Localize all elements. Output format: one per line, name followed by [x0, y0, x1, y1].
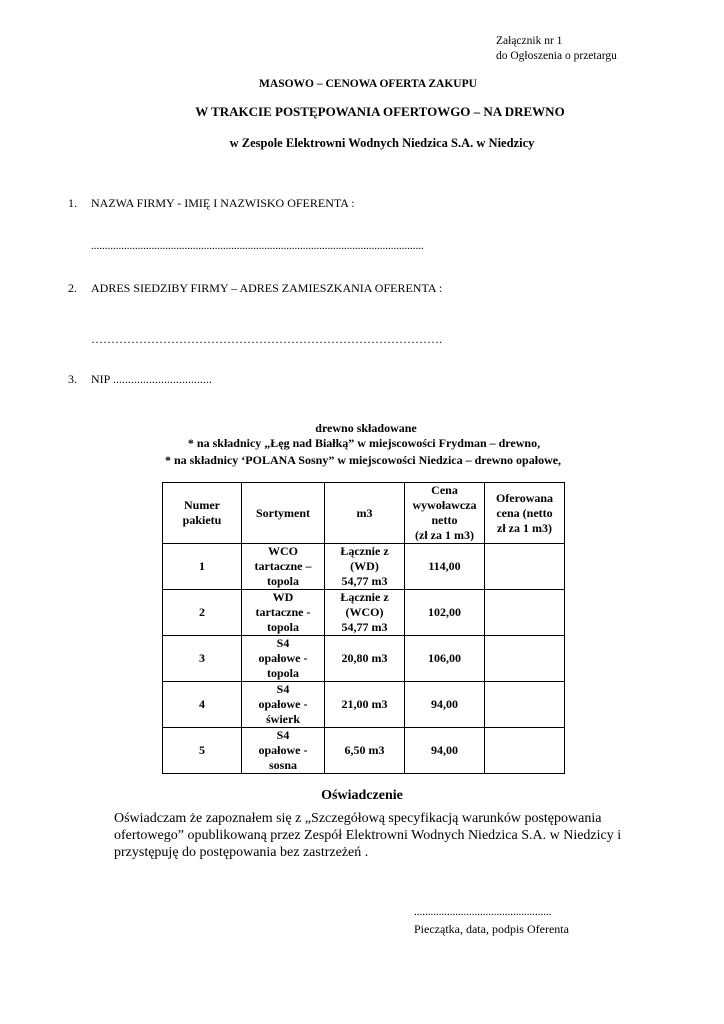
table-row: [163, 682, 565, 728]
statement-title: Oświadczenie: [321, 788, 403, 803]
lot-number: 2: [163, 590, 242, 636]
header-assortment: Sortyment: [242, 483, 325, 544]
volume-cell: 20,80 m3: [325, 636, 405, 682]
heading-procedure: W TRAKCIE POSTĘPOWANIA OFERTOWGO – NA DREWNO: [195, 104, 565, 119]
item-1-number: 1.: [68, 196, 77, 210]
assortment-cell: S4 opałowe - sosna: [242, 728, 325, 774]
table-row: [163, 544, 565, 590]
asking-price-cell: 106,00: [405, 636, 485, 682]
attachment-note: [496, 34, 617, 64]
asking-price-cell: 102,00: [405, 590, 485, 636]
lot-number: 3: [163, 636, 242, 682]
volume-cell: Łącznie z (WD) 54,77 m3: [325, 544, 405, 590]
item-1-fill-line[interactable]: .........................................................................................................................: [91, 240, 424, 252]
table-row: [163, 636, 565, 682]
header-volume: m3: [325, 483, 405, 544]
lot-number: 5: [163, 728, 242, 774]
header-asking-price: Cena wywoławcza netto (zł za 1 m3): [405, 483, 485, 544]
offered-price-input[interactable]: [485, 636, 565, 682]
note-storage-niedzica: * na składnicy ‘POLANA Sosny” w miejscowości Niedzica – drewno opałowe,: [164, 453, 562, 467]
table-row: [163, 728, 565, 774]
note-storage-frydman: * na składnicy „Łęg nad Białką” w miejscowości Frydman – drewno,: [187, 436, 541, 450]
asking-price-cell: 94,00: [405, 682, 485, 728]
note-stored-wood: drewno składowane: [315, 421, 417, 435]
asking-price-cell: 94,00: [405, 728, 485, 774]
volume-cell: Łącznie z (WCO) 54,77 m3: [325, 590, 405, 636]
heading-offer: MASOWO – CENOWA OFERTA ZAKUPU: [259, 78, 477, 90]
volume-cell: 21,00 m3: [325, 682, 405, 728]
attachment-line-2: do Ogłoszenia o przetargu: [496, 50, 617, 62]
assortment-cell: WD tartaczne - topola: [242, 590, 325, 636]
item-2-number: 2.: [68, 281, 77, 295]
offered-price-input[interactable]: [485, 590, 565, 636]
lot-number: 1: [163, 544, 242, 590]
signature-label: Pieczątka, data, podpis Oferenta: [414, 922, 569, 936]
header-lot-number: Numer pakietu: [163, 483, 242, 544]
lot-number: 4: [163, 682, 242, 728]
asking-price-cell: 114,00: [405, 544, 485, 590]
offered-price-input[interactable]: [485, 728, 565, 774]
item-3-label[interactable]: NIP .................................: [91, 372, 212, 386]
header-offered-price: Oferowana cena (netto zł za 1 m3): [485, 483, 565, 544]
item-2-label: ADRES SIEDZIBY FIRMY – ADRES ZAMIESZKANIA OFERENTA :: [91, 281, 443, 295]
assortment-cell: S4 opałowe - topola: [242, 636, 325, 682]
offered-price-input[interactable]: [485, 682, 565, 728]
table-row: [163, 590, 565, 636]
assortment-cell: S4 opałowe - świerk: [242, 682, 325, 728]
item-3-number: 3.: [68, 372, 77, 386]
heading-company: w Zespole Elektrowni Wodnych Niedzica S.A. w Niedzicy: [229, 136, 535, 150]
offered-price-input[interactable]: [485, 544, 565, 590]
statement-text: Oświadczam że zapoznałem się z „Szczegółową specyfikacją warunków postępowania ofertowego” opublikowaną przez Zespół Elektrowni Wodnych Niedzica S.A. w Niedzicy i przystępuję do postępowania bez zastrzeżeń .: [114, 811, 622, 860]
table-header-row: [163, 483, 565, 544]
item-1-label: NAZWA FIRMY - IMIĘ I NAZWISKO OFERENTA :: [91, 196, 355, 210]
signature-line[interactable]: ..................................................: [414, 906, 552, 918]
lots-table: [162, 482, 565, 774]
assortment-cell: WCO tartaczne – topola: [242, 544, 325, 590]
item-2-fill-line[interactable]: …………………………………………………………………………….: [91, 332, 442, 346]
volume-cell: 6,50 m3: [325, 728, 405, 774]
attachment-line-1: Załącznik nr 1: [496, 35, 563, 47]
